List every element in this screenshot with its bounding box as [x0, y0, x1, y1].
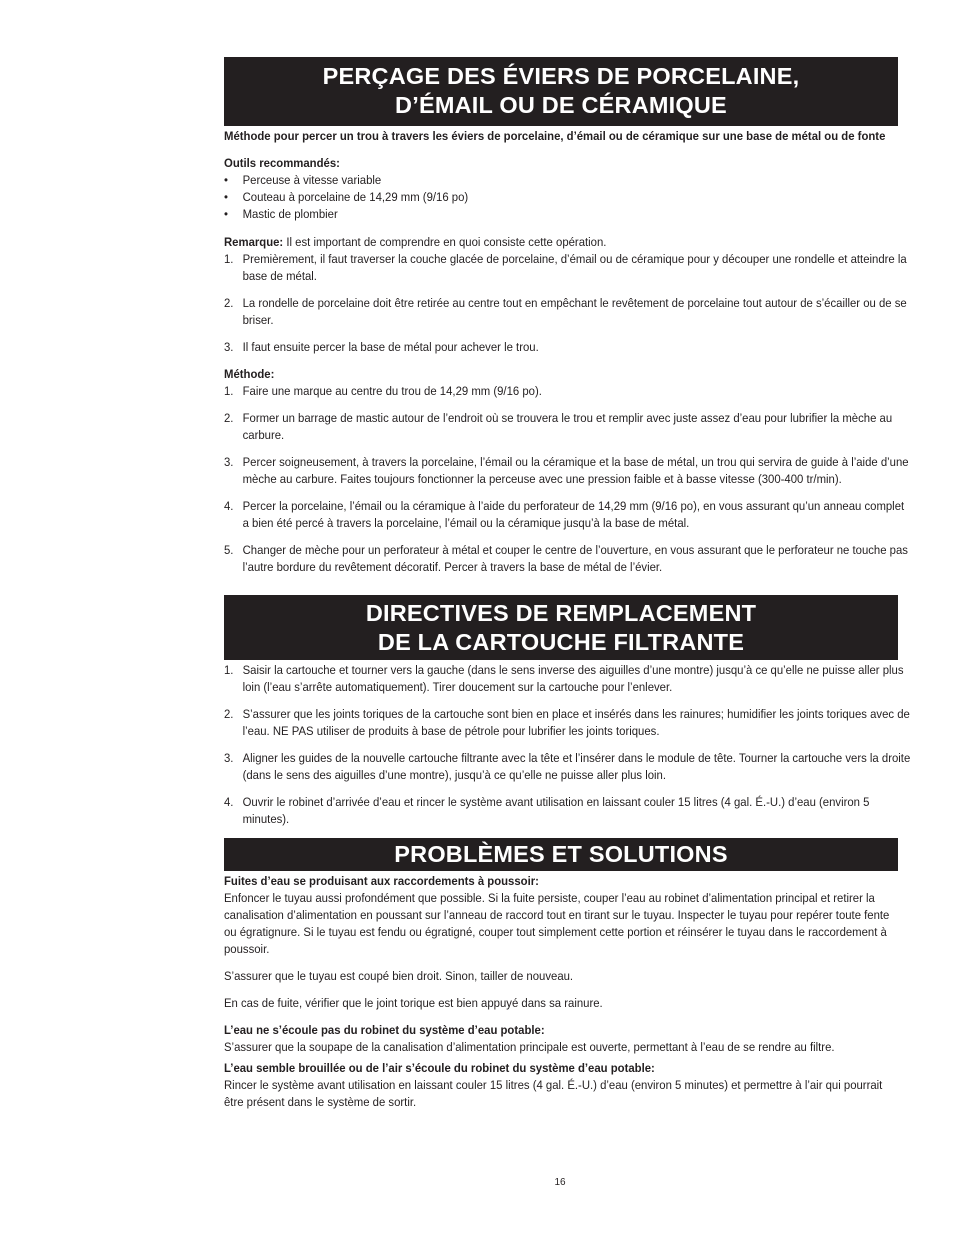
section-banner-drilling: [224, 57, 898, 126]
step-text: S’assurer que les joints toriques de la cartouche sont bien en place et insérés dans les rainures; humidifier les joints toriques avec de l’eau. NE PAS utiliser de produits à base de pétrole pour lubrifier les joints toriques.: [242, 707, 910, 738]
section-banner-troubleshooting: [224, 838, 898, 871]
oring-text: En cas de fuite, vérifier que le joint torique est bien appuyé dans sa rainure.: [224, 996, 603, 1010]
step-number: 2.: [224, 411, 234, 425]
tools-list: [224, 172, 898, 223]
remark-text: Il est important de comprendre en quoi consiste cette opération.: [283, 235, 607, 249]
leak-heading: Fuites d’eau se produisant aux raccordements à poussoir:: [224, 874, 539, 888]
step-text: Premièrement, il faut traverser la couche glacée de porcelaine, d’émail ou de céramique pour y découper une rondelle et atteindre la base de métal.: [242, 252, 907, 283]
step-text: La rondelle de porcelaine doit être retirée au centre tout en empêchant le revêtement de porcelaine tout autour de s’écailler ou de se briser.: [242, 296, 907, 327]
banner-title-line1: DIRECTIVES DE REMPLACEMENT: [365, 600, 757, 626]
step-number: 5.: [224, 543, 234, 557]
cloudy-heading: L’eau semble brouillée ou de l’air s’écoule du robinet du système d’eau potable:: [224, 1061, 655, 1075]
remark-label: Remarque:: [224, 235, 284, 249]
page-content: [224, 57, 911, 1111]
method-steps-list: [224, 383, 909, 576]
leak-text: Enfoncer le tuyau aussi profondément que possible. Si la fuite persiste, couper l’eau au robinet d’alimentation principal et retirer la canalisation d’alimentation en poussant sur l’anneau de raccord tout en tirant sur le tuyau. Inspecter le tuyau pour repérer toute fente ou égratignure. Si le tuyau est fendu ou égratigné, couper tout simplement cette portion et réinsérer le tuyau dans le raccordement à poussoir.: [224, 891, 890, 956]
banner-title: PROBLÈMES ET SOLUTIONS: [394, 841, 728, 867]
numbered-step: [224, 295, 913, 329]
list-item: • Mastic de plombier: [224, 206, 913, 223]
step-number: 2.: [224, 296, 234, 310]
section-banner-cartridge: [224, 595, 898, 660]
step-text: Changer de mèche pour un perforateur à métal et couper le centre de l’ouverture, en vous assurant que le perforateur ne touche pas l’autre bordure du revêtement décoratif. Percer à travers la base de métal de l’évier.: [242, 543, 908, 574]
banner-title-line2: DE LA CARTOUCHE FILTRANTE: [377, 629, 745, 655]
noflow-heading: L’eau ne s’écoule pas du robinet du système d’eau potable:: [224, 1023, 545, 1037]
intro-text: Méthode pour percer un trou à travers les éviers de porcelaine, d’émail ou de céramique sur une base de métal ou de fonte: [224, 129, 886, 143]
cartridge-steps-list: [224, 662, 911, 828]
tools-heading: Outils recommandés:: [224, 156, 340, 170]
step-number: 4.: [224, 499, 234, 513]
numbered-step: [224, 410, 913, 444]
numbered-step: [224, 339, 913, 356]
numbered-step: [224, 498, 913, 532]
step-text: Saisir la cartouche et tourner vers la gauche (dans le sens inverse des aiguilles d’une montre) jusqu’à ce qu’elle ne puisse aller plus loin (l’eau s’arrête automatiquement). Tirer doucement sur la cartouche pour l’enlever.: [242, 663, 904, 694]
step-text: Ouvrir le robinet d’arrivée d’eau et rincer le système avant utilisation en laissant couler 15 litres (4 gal. É.-U.) d’eau (environ 5 minutes).: [242, 795, 870, 826]
step-number: 3.: [224, 340, 234, 354]
method-heading: Méthode:: [224, 367, 275, 381]
step-number: 1.: [224, 663, 234, 677]
step-text: Former un barrage de mastic autour de l’endroit où se trouvera le trou et remplir avec juste assez d’eau pour lubrifier la mèche au carbure.: [242, 411, 893, 442]
numbered-step: [224, 542, 913, 576]
banner-title-line1: PERÇAGE DES ÉVIERS DE PORCELAINE,: [322, 63, 800, 89]
numbered-step: [224, 706, 913, 740]
remark: [224, 234, 895, 251]
numbered-step: [224, 662, 913, 696]
numbered-step: [224, 794, 913, 828]
step-text: Percer soigneusement, à travers la porcelaine, l’émail ou la céramique et la base de métal, un trou qui servira de guide à l’aide d’une mèche au carbure. Faites toujours fonctionner la perceuse avec une pression faible et à basse vitesse (300-400 tr/min).: [242, 455, 909, 486]
step-text: Percer la porcelaine, l’émail ou la céramique à l’aide du perforateur de 14,29 mm (9/16 po), en vous assurant qu’un anneau complet a bien été percé à travers la porcelaine, l’émail ou la céramique jusqu’à la base de métal.: [242, 499, 905, 530]
numbered-step: [224, 750, 913, 784]
list-item: • Couteau à porcelaine de 14,29 mm (9/16 po): [224, 189, 913, 206]
list-item: • Perceuse à vitesse variable: [224, 172, 913, 189]
step-number: 1.: [224, 384, 234, 398]
noflow-text: S’assurer que la soupape de la canalisation d’alimentation principale est ouverte, permettant à l’eau de se rendre au filtre.: [224, 1040, 835, 1054]
step-text: Il faut ensuite percer la base de métal pour achever le trou.: [242, 340, 539, 354]
step-number: 3.: [224, 751, 234, 765]
step-text: Aligner les guides de la nouvelle cartouche filtrante avec la tête et l’insérer dans le module de tête. Tourner la cartouche vers la droite (dans le sens des aiguilles d’une montre), jusqu’à ce qu’elle ne puisse aller plus loin.: [242, 751, 911, 782]
step-number: 3.: [224, 455, 234, 469]
step-text: Faire une marque au centre du trou de 14,29 mm (9/16 po).: [242, 384, 542, 398]
step-number: 1.: [224, 252, 234, 266]
cloudy-text: Rincer le système avant utilisation en laissant couler 15 litres (4 gal. É.-U.) d’eau (environ 5 minutes) et permettre à l’air qui pourrait être présent dans le système de sortir.: [224, 1078, 883, 1109]
step-number: 2.: [224, 707, 234, 721]
numbered-step: [224, 454, 913, 488]
intro-steps-list: [224, 251, 907, 356]
page-number: 16: [554, 1177, 566, 1188]
step-number: 4.: [224, 795, 234, 809]
numbered-step: [224, 383, 913, 400]
cut-text: S’assurer que le tuyau est coupé bien droit. Sinon, tailler de nouveau.: [224, 969, 574, 983]
banner-title-line2: D’ÉMAIL OU DE CÉRAMIQUE: [395, 92, 727, 118]
numbered-step: [224, 251, 913, 285]
